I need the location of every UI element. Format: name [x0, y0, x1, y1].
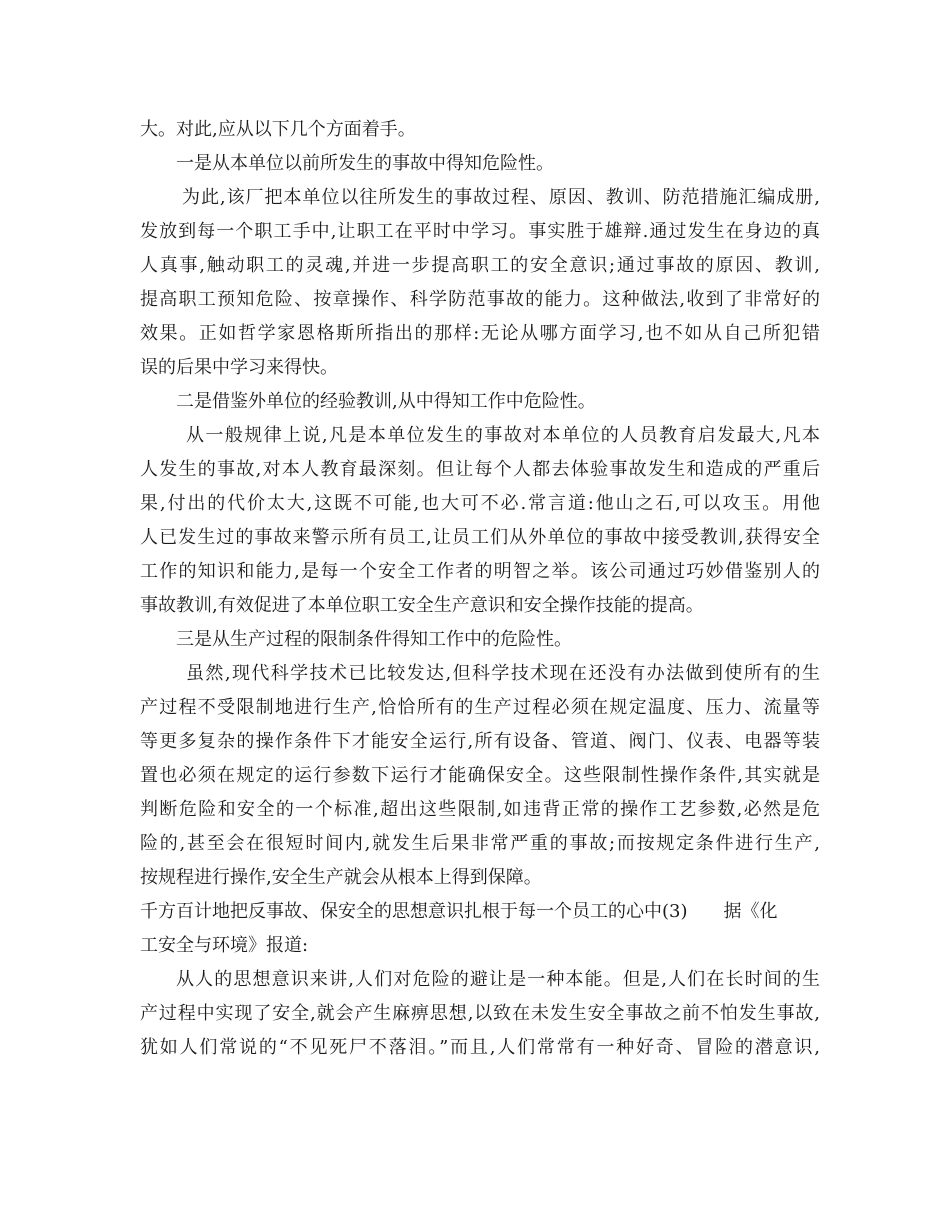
paragraph-line: 事故教训,有效促进了本单位职工安全生产意识和安全操作技能的提高。: [140, 595, 704, 616]
article-title-line: 工安全与环境》报道:: [140, 935, 309, 956]
paragraph-line: 人发生的事故,对本人教育最深刻。但让每个人都去体验事故发生和造成的严重后: [140, 459, 820, 480]
section-heading: 二是借鉴外单位的经验教训,从中得知工作中危险性。: [176, 391, 596, 412]
paragraph-line: 发放到每一个职工手中,让职工在平时中学习。事实胜于雄辩.通过发生在身边的真: [140, 221, 820, 242]
paragraph-line: 为此,该厂把本单位以往所发生的事故过程、原因、教训、防范措施汇编成册,: [182, 187, 820, 208]
paragraph-line: 产过程不受限制地进行生产,恰恰所有的生产过程必须在规定温度、压力、流量等: [140, 697, 820, 718]
paragraph-line: 误的后果中学习来得快。: [140, 357, 338, 378]
paragraph-line: 人已发生过的事故来警示所有员工,让员工们从外单位的事故中接受教训,获得安全: [140, 527, 820, 548]
article-title-line: 千方百计地把反事故、保安全的思想意识扎根于每一个员工的心中(3) 据《化: [140, 901, 778, 922]
paragraph-line: 按规程进行操作,安全生产就会从根本上得到保障。: [140, 867, 542, 888]
paragraph-line: 险的,甚至会在很短时间内,就发生后果非常严重的事故;而按规定条件进行生产,: [140, 833, 820, 854]
section-heading: 一是从本单位以前所发生的事故中得知危险性。: [176, 153, 554, 174]
paragraph-line: 果,付出的代价太大,这既不可能,也大可不必.常言道:他山之石,可以攻玉。用他: [140, 493, 820, 514]
paragraph-line: 虽然,现代科学技术已比较发达,但科学技术现在还没有办法做到使所有的生: [186, 663, 820, 684]
paragraph-line: 置也必须在规定的运行参数下运行才能确保安全。这些限制性操作条件,其实就是: [140, 765, 820, 786]
paragraph-line: 等更多复杂的操作条件下才能安全运行,所有设备、管道、阀门、仪表、电器等装: [140, 731, 820, 752]
paragraph-line: 效果。正如哲学家恩格斯所指出的那样:无论从哪方面学习,也不如从自己所犯错: [140, 323, 820, 344]
paragraph-line: 判断危险和安全的一个标准,超出这些限制,如违背正常的操作工艺参数,必然是危: [140, 799, 820, 820]
paragraph-line: 工作的知识和能力,是每一个安全工作者的明智之举。该公司通过巧妙借鉴别人的: [140, 561, 820, 582]
paragraph-line: 产过程中实现了安全,就会产生麻痹思想,以致在未发生安全事故之前不怕发生事故,: [140, 1003, 820, 1024]
paragraph-line: 提高职工预知危险、按章操作、科学防范事故的能力。这种做法,收到了非常好的: [140, 289, 820, 310]
section-heading: 三是从生产过程的限制条件得知工作中的危险性。: [176, 629, 572, 650]
text-line: 大。对此,应从以下几个方面着手。: [140, 119, 416, 140]
paragraph-line: 人真事,触动职工的灵魂,并进一步提高职工的安全意识;通过事故的原因、教训,: [140, 255, 820, 276]
paragraph-line: 犹如人们常说的“不见死尸不落泪。”而且,人们常常有一种好奇、冒险的潜意识,: [140, 1037, 820, 1058]
paragraph-line: 从一般规律上说,凡是本单位发生的事故对本单位的人员教育启发最大,凡本: [186, 425, 820, 446]
paragraph-line: 从人的思想意识来讲,人们对危险的避让是一种本能。但是,人们在长时间的生: [176, 969, 820, 990]
